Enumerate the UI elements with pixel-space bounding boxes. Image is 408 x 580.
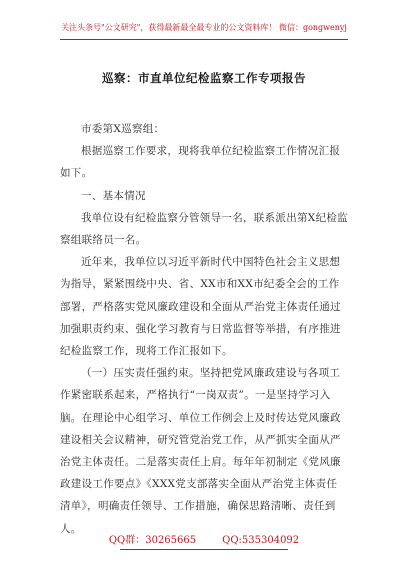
paragraph-overview: 近年来，我单位以习近平新时代中国特色社会主义思想为指导，紧紧围绕中央、省、XX市和XX市纪委全会的工作部署，严格落实党风廉政建设和全面从严治党主体责任通过加强职责约束、强化学习教育与日常监督等举措，有序推进纪检监察工作，现将工作汇报如下。 bbox=[60, 256, 341, 358]
paragraph-staffing: 我单位设有纪检监察分管领导一名，联系派出第X纪检监察组联络员一名。 bbox=[60, 211, 348, 247]
document-body bbox=[60, 118, 348, 540]
footer-qq-group: QQ群：30265665 bbox=[108, 535, 197, 546]
document-title: 巡察：市直单位纪检监察工作专项报告 bbox=[102, 71, 306, 85]
footer-qq-number: QQ:535304092 bbox=[222, 535, 300, 546]
footer-contacts bbox=[0, 534, 408, 548]
footer-divider bbox=[120, 549, 288, 550]
header-promo-note: 关注头条号"公文研究"，获得最新最全最专业的公文资料库！ 微信：gongwenyj bbox=[61, 23, 347, 32]
paragraph-responsibility: （一）压实责任强约束。坚持把党风廉政建设与各项工作紧密联系起来，严格执行“一岗双责”。一是坚持学习入脑。在理论中心组学习、单位工作例会上及时传达党风廉政建设相关会议精神，研究管党治党工作，从严抓实全面从严治党主体责任。二是落实责任上肩。每年年初制定《党风廉政建设工作要点》《XXX党支部落实全面从严治党主体责任清单》，明确责任领导、工作措施，确保思路清晰、责任到人。 bbox=[60, 367, 341, 535]
paragraph-intro: 根据巡察工作要求，现将我单位纪检监察工作情况汇报如下。 bbox=[60, 145, 341, 180]
salutation: 市委第X巡察组： bbox=[81, 123, 165, 135]
header-divider bbox=[60, 39, 348, 40]
section-heading-basic-situation: 一、基本情况 bbox=[81, 189, 146, 202]
